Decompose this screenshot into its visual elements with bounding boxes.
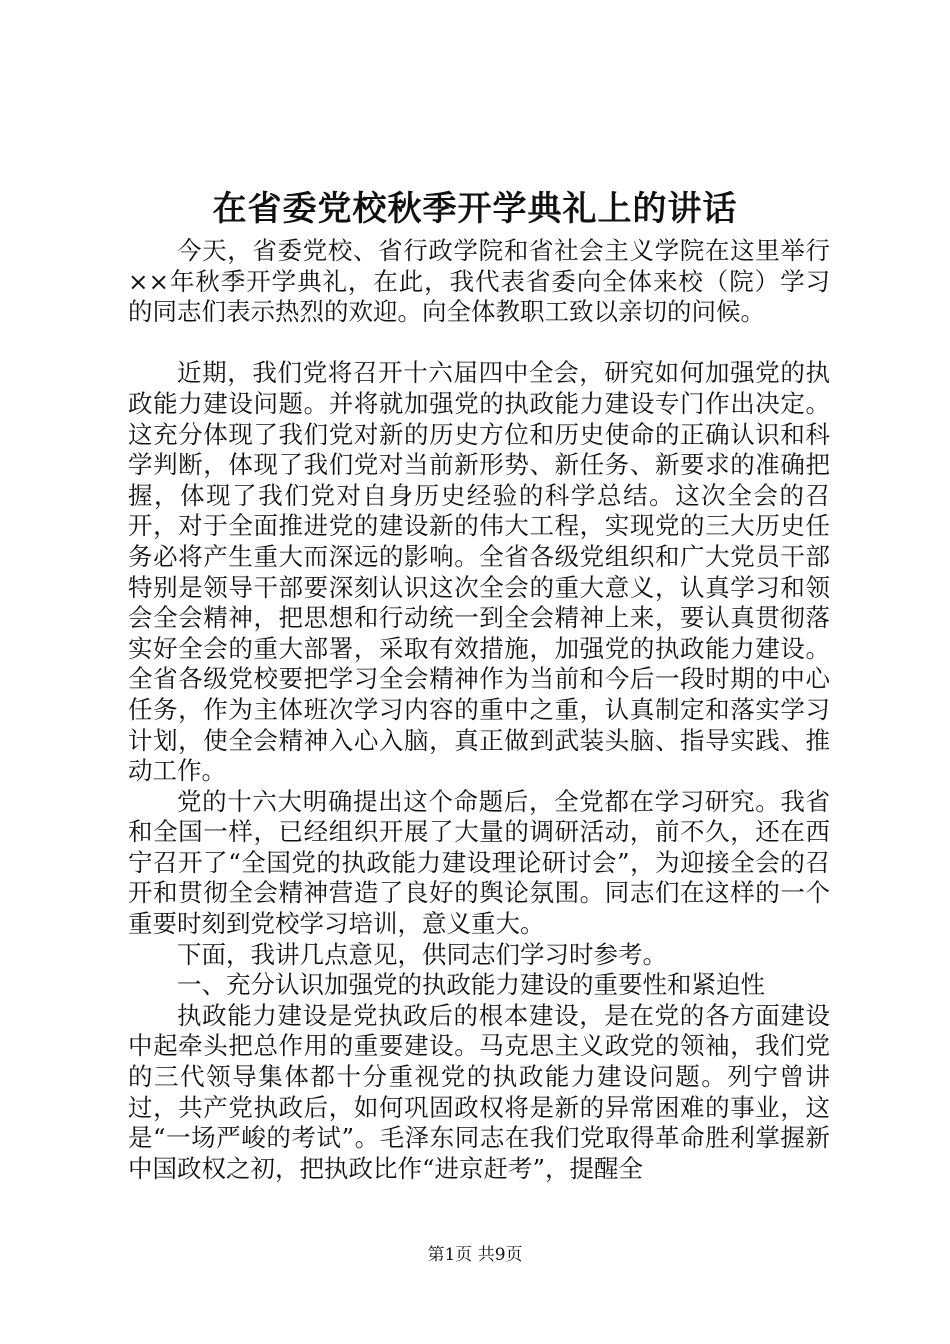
document-body: [128, 236, 830, 1184]
paragraph-governing-capacity: 执政能力建设是党执政后的根本建设，是在党的各方面建设中起牵头把总作用的重要建设。马克思主义政党的领袖，我们党的三代领导集体都十分重视党的执政能力建设问题。列宁曾讲过，共产党执政后，如何巩固政权将是新的异常困难的事业，这是“一场严峻的考试”。毛泽东同志在我们党取得革命胜利掌握新中国政权之初，把执政比作“进京赶考”，提醒全: [128, 1000, 830, 1183]
section-heading-1: 一、充分认识加强党的执政能力建设的重要性和紧迫性: [177, 970, 765, 1000]
paragraph-research: 党的十六大明确提出这个命题后，全党都在学习研究。我省和全国一样，已经组织开展了大量的调研活动，前不久，还在西宁召开了“全国党的执政能力建设理论研讨会”，为迎接全会的召开和贯彻全会精神营造了良好的舆论氛围。同志们在这样的一个重要时刻到党校学习培训，意义重大。: [128, 786, 830, 939]
page-footer: 第1页 共9页: [427, 1245, 523, 1265]
document-title: 在省委党校秋季开学典礼上的讲话: [212, 189, 738, 229]
paragraph-plenary-session: 近期，我们党将召开十六届四中全会，研究如何加强党的执政能力建设问题。并将就加强党的执政能力建设专门作出决定。这充分体现了我们党对新的历史方位和历史使命的正确认识和科学判断，体现了我们党对当前新形势、新任务、新要求的准确把握，体现了我们党对自身历史经验的科学总结。这次全会的召开，对于全面推进党的建设新的伟大工程，实现党的三大历史任务必将产生重大而深远的影响。全省各级党组织和广大党员干部特别是领导干部要深刻认识这次全会的重大意义，认真学习和领会全会精神，把思想和行动统一到全会精神上来，要认真贯彻落实好全会的重大部署，采取有效措施，加强党的执政能力建设。全省各级党校要把学习全会精神作为当前和今后一段时期的中心任务，作为主体班次学习内容的重中之重，认真制定和落实学习计划，使全会精神入心入脑，真正做到武装头脑、指导实践、推动工作。: [128, 358, 830, 786]
paragraph-welcome: 今天，省委党校、省行政学院和省社会主义学院在这里举行××年秋季开学典礼，在此，我代表省委向全体来校（院）学习的同志们表示热烈的欢迎。向全体教职工致以亲切的问候。: [128, 236, 830, 327]
paragraph-intro-points: 下面，我讲几点意见，供同志们学习时参考。: [177, 939, 667, 969]
